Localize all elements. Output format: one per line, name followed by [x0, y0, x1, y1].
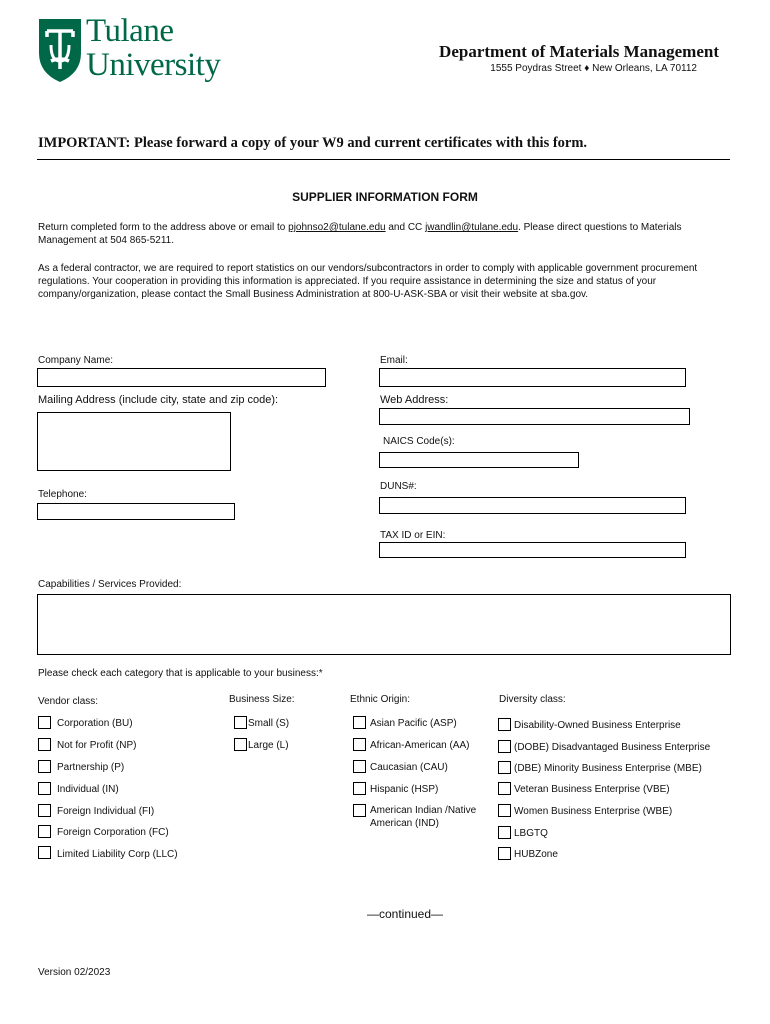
- mailing-address-label: Mailing Address (include city, state and zip code):: [38, 394, 279, 406]
- shield-icon: [38, 17, 82, 83]
- ethnic-origin-option: American Indian /Native American (IND): [370, 805, 477, 829]
- intro-text-post: . Please direct questions to Materials Management at 504 865-5211.: [38, 222, 682, 246]
- diversity-class-checkbox[interactable]: [498, 761, 511, 774]
- business-size-checkbox[interactable]: [234, 716, 247, 729]
- vendor-class-option: Foreign Corporation (FC): [57, 827, 169, 838]
- vendor-class-checkbox[interactable]: [38, 760, 51, 773]
- email-link-2[interactable]: jwandlin@tulane.edu: [425, 222, 519, 233]
- email-link-1[interactable]: pjohnso2@tulane.edu: [288, 222, 386, 233]
- diversity-class-checkbox[interactable]: [498, 782, 511, 795]
- ethnic-origin-checkbox[interactable]: [353, 760, 366, 773]
- company-name-input[interactable]: [37, 368, 326, 387]
- diversity-class-option: Veteran Business Enterprise (VBE): [514, 784, 670, 795]
- ethnic-origin-option: Caucasian (CAU): [370, 762, 448, 773]
- company-name-label: Company Name:: [38, 355, 114, 366]
- email-input[interactable]: [379, 368, 686, 387]
- diversity-class-heading: Diversity class:: [499, 694, 566, 705]
- mailing-address-input[interactable]: [37, 412, 231, 471]
- duns-label: DUNS#:: [380, 481, 417, 492]
- business-size-checkbox[interactable]: [234, 738, 247, 751]
- diversity-class-option: HUBZone: [514, 849, 558, 860]
- diversity-class-checkbox[interactable]: [498, 826, 511, 839]
- diversity-class-option: (DBE) Minority Business Enterprise (MBE): [514, 763, 702, 774]
- capabilities-input[interactable]: [37, 594, 731, 655]
- web-address-input[interactable]: [379, 408, 690, 425]
- ethnic-origin-checkbox[interactable]: [353, 716, 366, 729]
- capabilities-label: Capabilities / Services Provided:: [38, 579, 182, 590]
- ethnic-origin-checkbox[interactable]: [353, 782, 366, 795]
- telephone-label: Telephone:: [38, 489, 87, 500]
- important-notice: IMPORTANT: Please forward a copy of your W9 and current certificates with this form.: [38, 135, 588, 151]
- vendor-class-option: Not for Profit (NP): [57, 740, 137, 751]
- vendor-class-option: Corporation (BU): [57, 718, 133, 729]
- vendor-class-checkbox[interactable]: [38, 846, 51, 859]
- duns-input[interactable]: [379, 497, 686, 514]
- vendor-class-option: Individual (IN): [57, 784, 119, 795]
- vendor-class-checkbox[interactable]: [38, 738, 51, 751]
- university-logo: [38, 13, 238, 87]
- business-size-option: Small (S): [248, 718, 290, 729]
- divider: [37, 159, 730, 160]
- tax-id-input[interactable]: [379, 542, 686, 558]
- diversity-class-option: (DOBE) Disadvantaged Business Enterprise: [514, 742, 711, 753]
- department-title: Department of Materials Management: [439, 42, 719, 61]
- ethnic-origin-heading: Ethnic Origin:: [350, 694, 411, 705]
- vendor-class-option: Foreign Individual (FI): [57, 806, 155, 817]
- logo-line-2: University: [86, 47, 221, 83]
- vendor-class-checkbox[interactable]: [38, 825, 51, 838]
- check-instructions: Please check each category that is applicable to your business:*: [38, 668, 323, 679]
- form-title: SUPPLIER INFORMATION FORM: [292, 190, 478, 204]
- diversity-class-checkbox[interactable]: [498, 847, 511, 860]
- vendor-class-checkbox[interactable]: [38, 804, 51, 817]
- naics-label: NAICS Code(s):: [383, 436, 455, 447]
- intro-paragraph: [38, 221, 728, 247]
- diversity-class-option: Disability-Owned Business Enterprise: [514, 720, 681, 731]
- version-label: Version 02/2023: [38, 967, 111, 978]
- diversity-class-checkbox[interactable]: [498, 804, 511, 817]
- ethnic-origin-option: Hispanic (HSP): [370, 784, 439, 795]
- logo-line-1: Tulane: [86, 13, 174, 49]
- diversity-class-checkbox[interactable]: [498, 718, 511, 731]
- diversity-class-option: Women Business Enterprise (WBE): [514, 806, 673, 817]
- vendor-class-option: Partnership (P): [57, 762, 125, 773]
- department-address: 1555 Poydras Street ♦ New Orleans, LA 70112: [490, 63, 697, 74]
- tax-id-label: TAX ID or EIN:: [380, 530, 446, 541]
- vendor-class-heading: Vendor class:: [38, 696, 99, 707]
- diversity-class-checkbox[interactable]: [498, 740, 511, 753]
- vendor-class-option: Limited Liability Corp (LLC): [57, 849, 178, 860]
- intro-text-mid: and CC: [385, 222, 426, 233]
- business-size-heading: Business Size:: [229, 694, 295, 705]
- ethnic-origin-option: Asian Pacific (ASP): [370, 718, 457, 729]
- business-size-option: Large (L): [248, 740, 289, 751]
- ethnic-origin-option: African-American (AA): [370, 740, 470, 751]
- continued-label: —continued—: [366, 907, 444, 921]
- ethnic-origin-checkbox[interactable]: [353, 804, 366, 817]
- naics-input[interactable]: [379, 452, 579, 468]
- telephone-input[interactable]: [37, 503, 235, 520]
- vendor-class-checkbox[interactable]: [38, 716, 51, 729]
- ethnic-origin-checkbox[interactable]: [353, 738, 366, 751]
- contractor-paragraph: As a federal contractor, we are required to report statistics on our vendors/subcontractors in order to comply with applicable government procurement regulations. Your cooperation in providing this information is appreciated. If you require assistance in determining the size and status of your company/organization, please contact the Small Business Administration at 800-U-ASK-SBA or visit their website at sba.gov.: [38, 263, 698, 300]
- vendor-class-checkbox[interactable]: [38, 782, 51, 795]
- web-address-label: Web Address:: [380, 394, 449, 406]
- email-label: Email:: [380, 355, 408, 366]
- diversity-class-option: LBGTQ: [514, 828, 548, 839]
- intro-text-pre: Return completed form to the address above or email to: [38, 222, 289, 233]
